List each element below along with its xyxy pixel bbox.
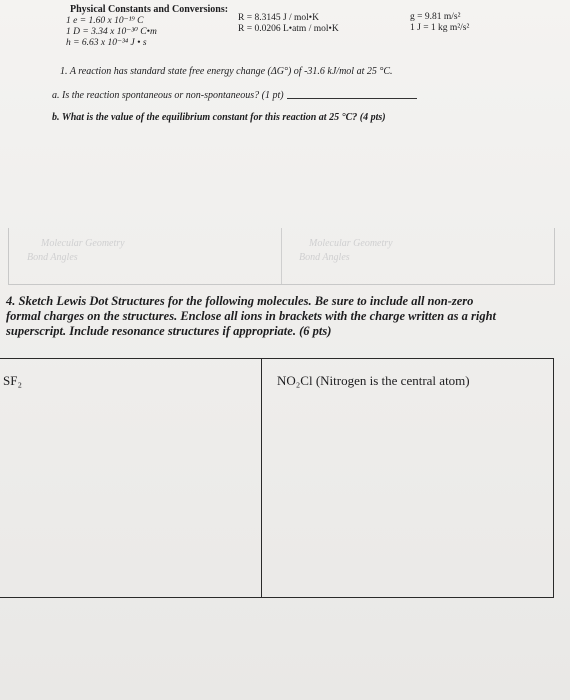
- bleed-through-divider: [281, 228, 282, 284]
- question-1a-text: a. Is the reaction spontaneous or non-spontaneous? (1 pt): [52, 90, 284, 101]
- bleed-through-text-left: Molecular Geometry: [41, 238, 125, 249]
- bleed-through-text-right: Molecular Geometry: [309, 238, 393, 249]
- constant-planck: h = 6.63 x 10⁻³⁴ J • s: [66, 38, 147, 48]
- question-1a: [52, 90, 417, 101]
- constant-r-joules: R = 8.3145 J / mol•K: [238, 13, 319, 23]
- question-4-line-2: formal charges on the structures. Enclose all ions in brackets with the charge written as a right: [6, 309, 497, 323]
- question-1-stem: 1. A reaction has standard state free energy change (ΔG°) of -31.6 kJ/mol at 25 °C.: [60, 66, 393, 77]
- constant-r-latm: R = 0.0206 L•atm / mol•K: [238, 24, 339, 34]
- bleed-through-table: [8, 228, 555, 285]
- constant-debye: 1 D = 3.34 x 10⁻³⁰ C•m: [66, 27, 157, 37]
- answer-table-divider: [261, 359, 262, 597]
- question-4: [6, 294, 551, 339]
- lewis-structure-answer-table: [0, 358, 554, 598]
- no2cl-label: NO₂Cl (Nitrogen is the central atom): [277, 373, 470, 388]
- question-4-line-1: 4. Sketch Lewis Dot Structures for the following molecules. Be sure to include all non-zero: [6, 294, 474, 308]
- bleed-through-text-right-2: Bond Angles: [299, 252, 350, 263]
- constant-joule: 1 J = 1 kg m²/s²: [410, 23, 470, 33]
- constants-title: Physical Constants and Conversions:: [70, 4, 229, 15]
- constant-gravity: g = 9.81 m/s²: [410, 12, 461, 22]
- answer-blank-line[interactable]: [287, 98, 417, 99]
- sf2-label: SF₂: [3, 373, 22, 388]
- constant-electron-charge: 1 e = 1.60 x 10⁻¹⁹ C: [66, 16, 144, 26]
- question-4-line-3: superscript. Include resonance structures if appropriate. (6 pts): [6, 324, 332, 338]
- bleed-through-text-left-2: Bond Angles: [27, 252, 78, 263]
- question-1b: b. What is the value of the equilibrium constant for this reaction at 25 °C? (4 pts): [52, 112, 386, 123]
